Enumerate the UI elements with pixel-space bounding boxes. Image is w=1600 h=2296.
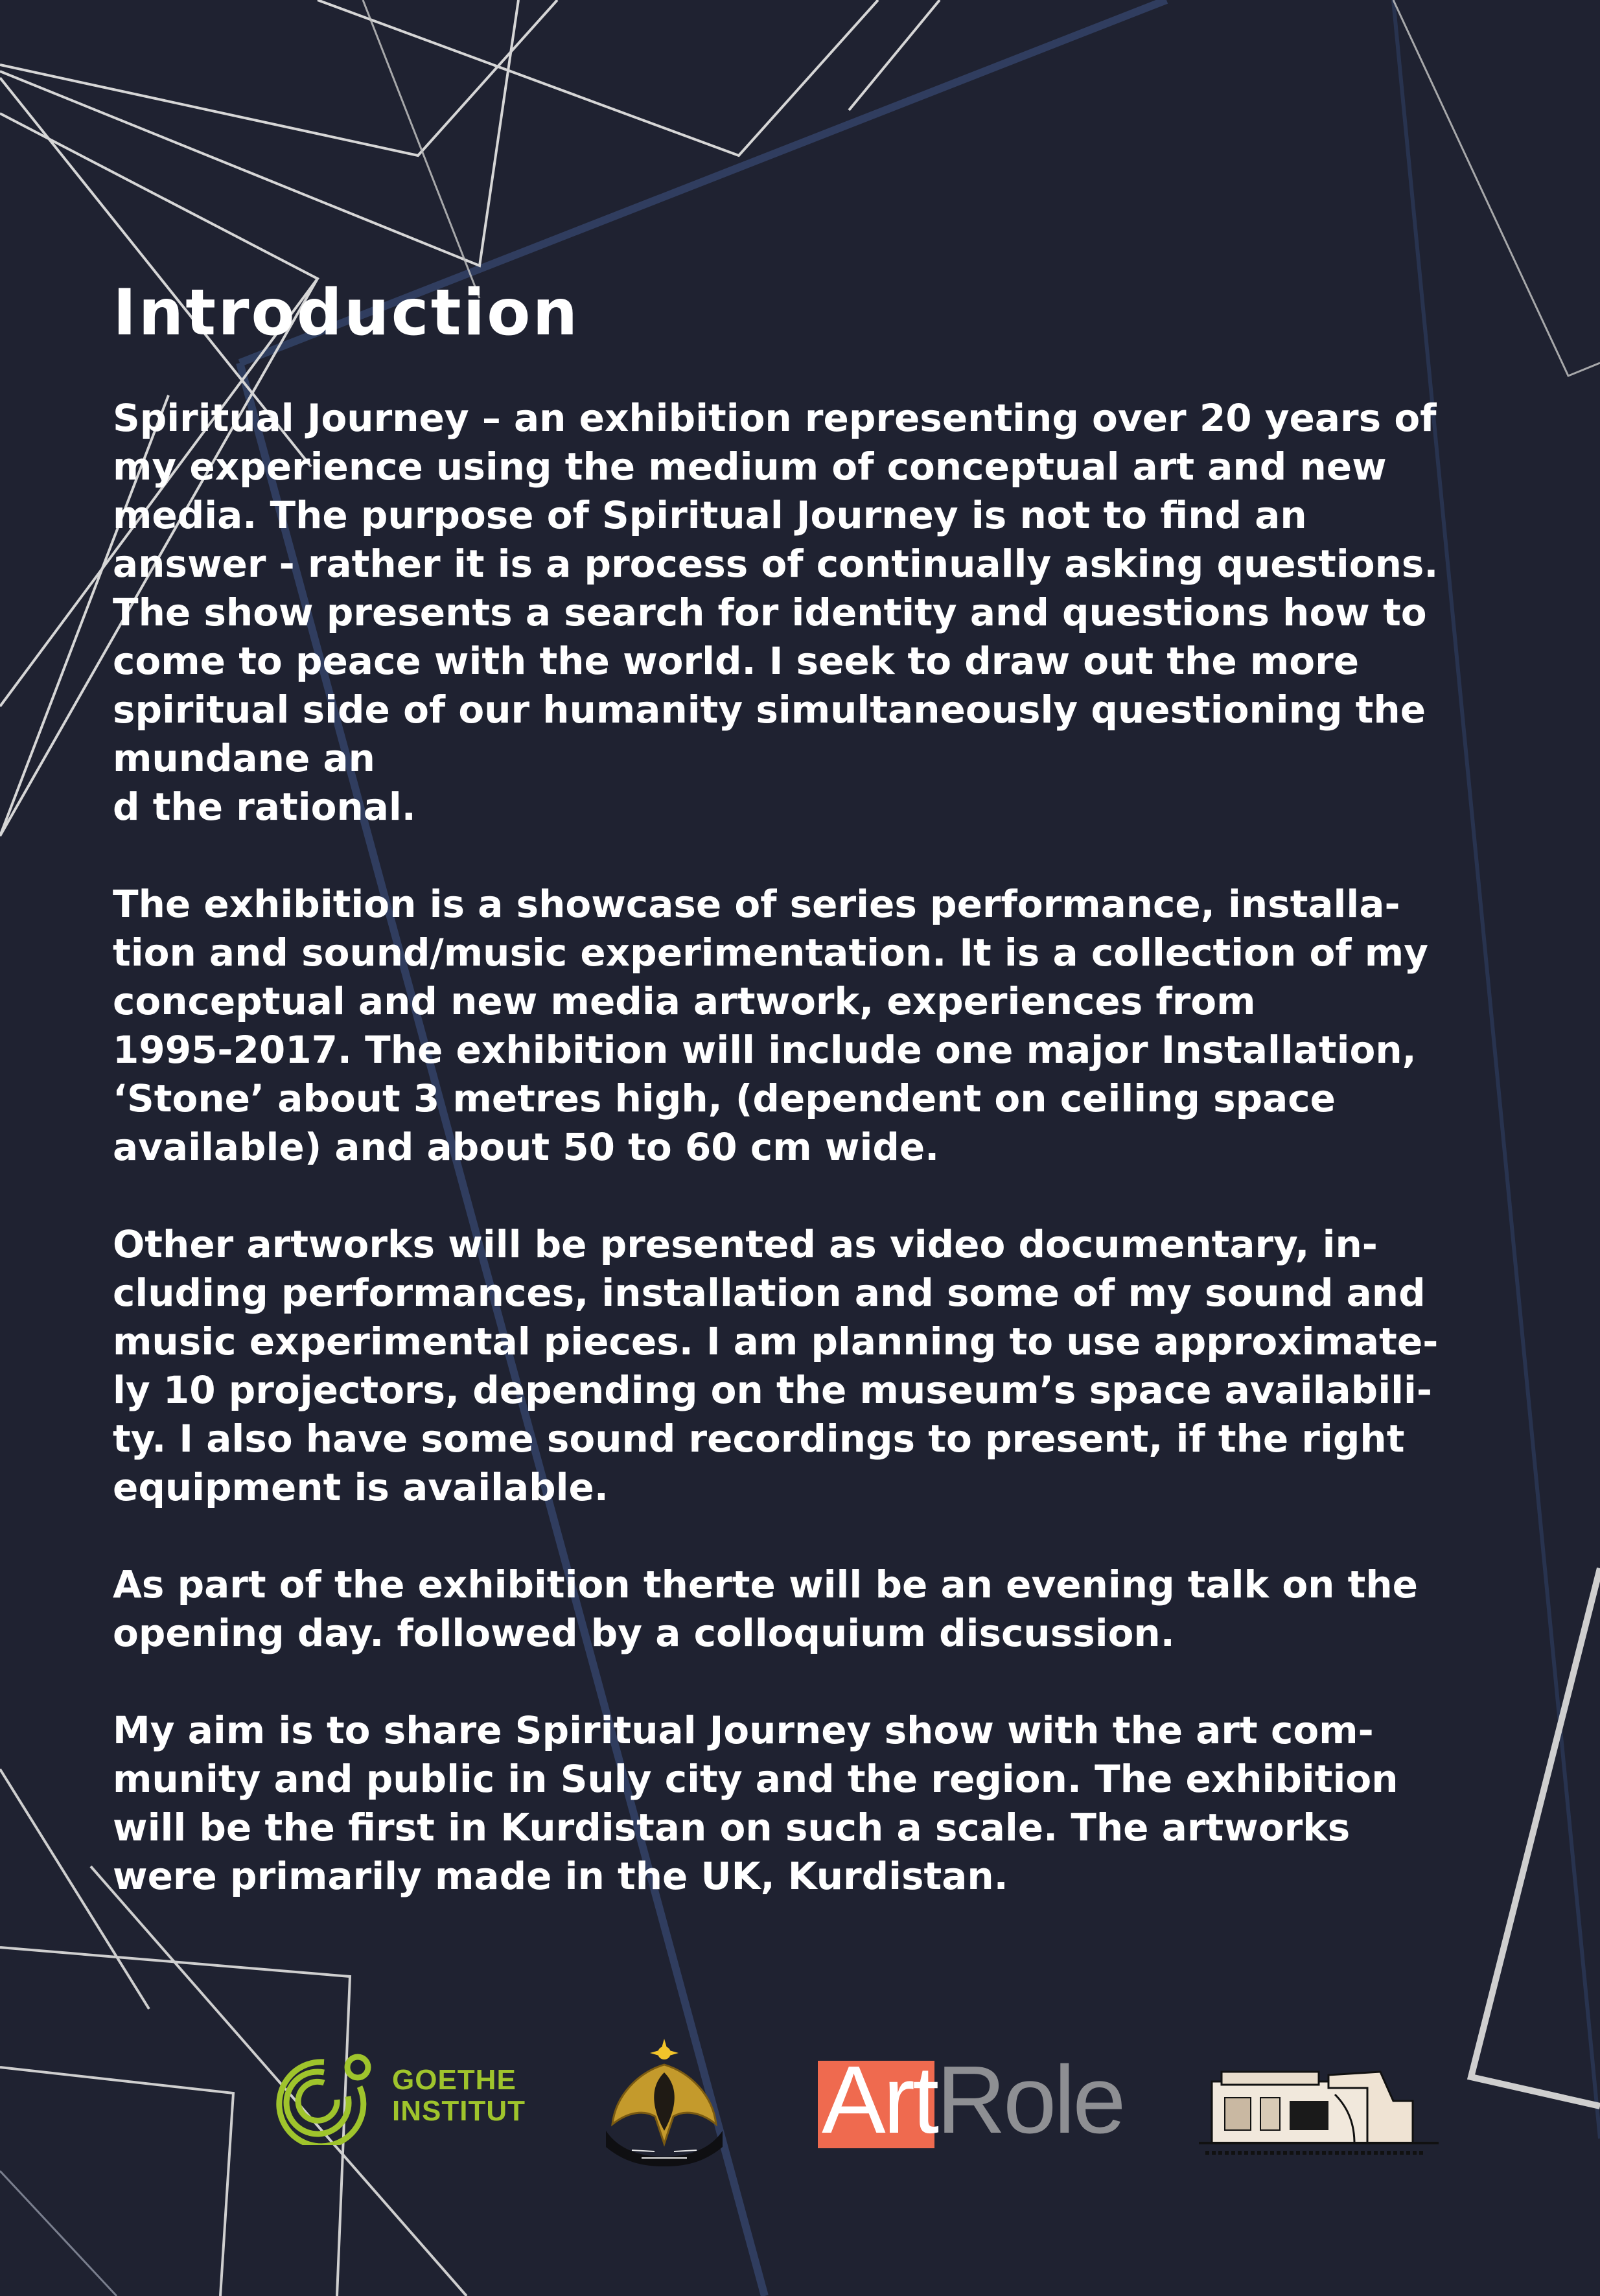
paragraph-4 xyxy=(113,1560,1493,1658)
paragraph-3 xyxy=(113,1220,1493,1512)
text-line: will be the first in Kurdistan on such a scale. The artworks xyxy=(113,1805,1351,1850)
text-line: My aim is to share Spiritual Journey show with the art com- xyxy=(113,1708,1374,1752)
artrole-art: Art xyxy=(822,2047,937,2153)
text-line: The show presents a search for identity and questions how to xyxy=(113,590,1427,634)
text-line: tion and sound/music experimentation. It is a collection of my xyxy=(113,930,1428,975)
text-line: munity and public in Suly city and the region. The exhibition xyxy=(113,1756,1398,1801)
goethe-line2: INSTITUT xyxy=(392,2095,526,2127)
text-line: As part of the exhibition therte will be an evening talk on the xyxy=(113,1562,1418,1606)
text-line: opening day. followed by a colloquium discussion. xyxy=(113,1610,1175,1655)
krg-emblem-icon xyxy=(593,2034,736,2183)
krg-logo xyxy=(593,2034,736,2183)
page-title: Introduction xyxy=(113,276,580,350)
text-line: my experience using the medium of conceptual art and new xyxy=(113,444,1387,489)
text-line: cluding performances, installation and some of my sound and xyxy=(113,1270,1426,1315)
text-line: media. The purpose of Spiritual Journey is not to find an xyxy=(113,493,1307,537)
text-line: conceptual and new media artwork, experiences from xyxy=(113,979,1256,1023)
text-line: answer - rather it is a process of continually asking questions. xyxy=(113,541,1439,586)
text-line: The exhibition is a showcase of series performance, installa- xyxy=(113,881,1400,926)
artrole-role: Role xyxy=(936,2047,1124,2153)
text-line: available) and about 50 to 60 cm wide. xyxy=(113,1124,940,1169)
text-line: ‘Stone’ about 3 metres high, (dependent on ceiling space xyxy=(113,1076,1336,1120)
sponsor-logos xyxy=(0,2022,1600,2171)
museum-logo xyxy=(1199,2062,1452,2159)
artrole-wordmark xyxy=(822,2047,1124,2153)
goethe-line1: GOETHE xyxy=(392,2064,516,2096)
text-line: come to peace with the world. I seek to draw out the more xyxy=(113,638,1360,683)
text-line: were primarily made in the UK, Kurdistan. xyxy=(113,1853,1008,1898)
text-line: spiritual side of our humanity simultaneously questioning the xyxy=(113,687,1426,732)
text-line: 1995-2017. The exhibition will include one major Installation, xyxy=(113,1027,1417,1072)
text-line: Spiritual Journey – an exhibition representing over 20 years of xyxy=(113,395,1437,440)
introduction-section xyxy=(113,276,1493,1949)
text-line: equipment is available. xyxy=(113,1465,609,1509)
text-line: music experimental pieces. I am planning to use approximate- xyxy=(113,1319,1439,1363)
paragraph-5 xyxy=(113,1706,1493,1901)
text-line: mundane an xyxy=(113,736,375,780)
paragraph-1 xyxy=(113,394,1493,831)
paragraph-2 xyxy=(113,880,1493,1172)
goethe-spiral-icon xyxy=(262,2048,386,2145)
goethe-institut-logo xyxy=(262,2056,526,2140)
text-line: d the rational. xyxy=(113,784,416,829)
text-line: Other artworks will be presented as video documentary, in- xyxy=(113,1222,1378,1266)
text-line: ty. I also have some sound recordings to present, if the right xyxy=(113,1416,1405,1461)
goethe-wordmark xyxy=(392,2065,526,2127)
text-line: ly 10 projectors, depending on the museum’s space availabili- xyxy=(113,1367,1432,1412)
museum-building-icon xyxy=(1199,2062,1452,2159)
artrole-logo xyxy=(818,2047,1129,2153)
